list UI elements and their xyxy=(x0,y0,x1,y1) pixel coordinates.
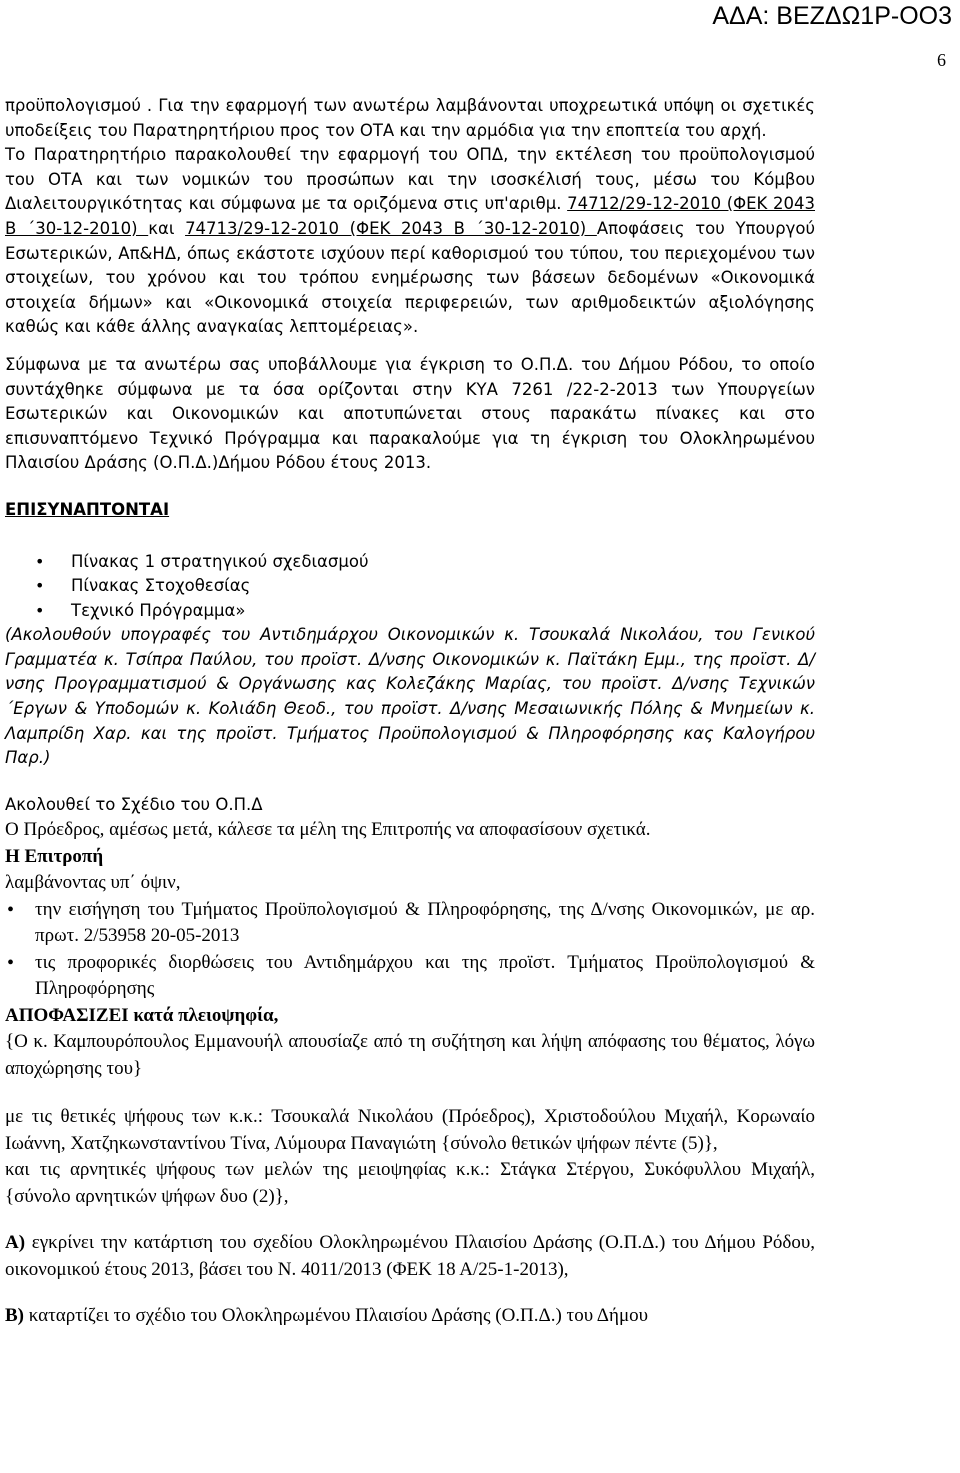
list-item: • τις προφορικές διορθώσεις του Αντιδημάρχου και της προϊστ. Τμήματος Προϋπολογισμού & Πληροφόρησης xyxy=(5,950,815,1003)
introduction-section xyxy=(5,94,815,817)
list-item: • Πίνακας 1 στρατηγικού σχεδιασμού xyxy=(5,550,815,575)
attachments-list xyxy=(5,550,815,624)
list-item: • Τεχνικό Πρόγραμμα» xyxy=(5,599,815,624)
decision-a-label: Α) xyxy=(5,1232,26,1254)
document-body xyxy=(5,94,815,1330)
decision-section xyxy=(5,817,815,1330)
decision-link-74712[interactable]: 74712/29-12-2010 (ΦΕΚ 2043 Β ΄30-12-2010) xyxy=(5,194,816,238)
page-number: 6 xyxy=(937,50,946,70)
follows-draft: Ακολουθεί το Σχέδιο του Ο.Π.Δ xyxy=(5,794,263,814)
signatures-note: (Ακολουθούν υπογραφές του Αντιδημάρχου Οικονομικών κ. Τσουκαλά Νικολάου, του Γενικού Γραμματέα κ. Τσίπρα Παύλου, του προϊστ. Δ/νσης Οικονομικών κ. Παϊτάκη Εμμ., της προϊστ. Δ/νσης Προγραμματισμού & Οργάνωσης κας Κολεζάκης Μαρίας, του προϊστ. Δ/νσης Τεχνικών ΄Εργων & Υποδομών κ. Κολιάδη Θεοδ., του προϊστ. Δ/νσης Μεσαιωνικής Πόλης & Μνημείων κ. Λαμπρίδη Χαρ. και της προϊστ. Τμήματος Προϋπολογισμού & Πληροφόρησης κας Καλογήρου Παρ.) xyxy=(5,625,815,768)
chairman-statement: Ο Πρόεδρος, αμέσως μετά, κάλεσε τα μέλη της Επιτροπής να αποφασίσουν σχετικά. xyxy=(5,819,651,841)
observatory-text-3: Αποφάσεις του Υπουργού Εσωτερικών, Απ&ΗΔ, όπως εκάστοτε ισχύουν περί καθορισμού του τύπου, του περιεχομένου των στοιχείων, του χρόνου και του τρόπου ενημέρωσης των βάσεων δεδομένων «Οικονομικά στοιχεία δήμων» και «Οικονομικά στοιχεία περιφερειών, των αριθμοδεικτών αξιολόγησης καθώς και κάθε άλλης αναγκαίας λεπτομέρειας». xyxy=(5,218,815,337)
decision-a-text: εγκρίνει την κατάρτιση του σχεδίου Ολοκληρωμένου Πλαισίου Δράσης (Ο.Π.Δ.) του Δήμου Ρόδου, οικονομικού έτους 2013, βάσει του Ν. 4011/2013 (ΦΕΚ 18 Α/25-1-2013), xyxy=(5,1232,815,1280)
paragraph-submission: Σύμφωνα με τα ανωτέρω σας υποβάλλουμε για έγκριση το Ο.Π.Δ. του Δήμου Ρόδου, το οποίο συντάχθηκε σύμφωνα με τα όσα ορίζονται στην ΚΥΑ 7261 /22-2-2013 των Υπουργείων Εσωτερικών και Οικονομικών και αποτυπώνεται στους παρακάτω πίνακες και στο επισυναπτόμενο Τεχνικό Πρόγραμμα και παρακαλούμε για τη έγκριση του Ολοκληρωμένου Πλαισίου Δράσης (Ο.Π.Δ.)Δήμου Ρόδου έτους 2013. xyxy=(5,354,815,473)
observatory-text-1: Το Παρατηρητήριο παρακολουθεί την εφαρμογή του ΟΠΔ, την εκτέλεση του προϋπολογισμού του ΟΤΑ και των νομικών του προσώπων και την ισοσκέλισή τους, μέσω του Κόμβου Διαλειτουργικότητας και σύμφωνα με τα οριζόμενα στις υπ'αριθμ. xyxy=(5,145,815,214)
decision-b-text: καταρτίζει το σχέδιο του Ολοκληρωμένου Πλαισίου Δράσης (Ο.Π.Δ.) του Δήμου xyxy=(24,1305,649,1327)
observatory-text-2: και xyxy=(148,218,186,238)
paragraph-observatory xyxy=(5,143,815,340)
committee-heading: Η Επιτροπή xyxy=(5,845,104,867)
list-item: • Πίνακας Στοχοθεσίας xyxy=(5,574,815,599)
absence-note: {Ο κ. Καμπουρόπουλος Εμμανουήλ απουσίαζε από τη συζήτηση και λήψη απόφασης του θέματος, λόγω αποχώρησης του} xyxy=(5,1031,815,1079)
considerations-list xyxy=(5,897,815,1003)
attached-heading: ΕΠΙΣΥΝΑΠΤΟΝΤΑΙ xyxy=(5,499,170,519)
list-item: • την εισήγηση του Τμήματος Προϋπολογισμού & Πληροφόρησης, της Δ/νσης Οικονομικών, με αρ. πρωτ. 2/53958 20-05-2013 xyxy=(5,897,815,950)
votes-against: και τις αρνητικές ψήφους των μελών της μειοψηφίας κ.κ.: Στάγκα Στέργου, Συκόφυλλου Μιχαήλ, {σύνολο αρνητικών ψήφων δυο (2)}, xyxy=(5,1159,815,1207)
votes-for: με τις θετικές ψήφους των κ.κ.: Τσουκαλά Νικολάου (Πρόεδρος), Χριστοδούλου Μιχαήλ, Κορωναίο Ιωάννη, Χατζηκωνσταντίνου Τίνα, Λύμουρα Παναγιώτη {σύνολο θετικών ψήφων πέντε (5)}, xyxy=(5,1106,815,1154)
decision-link-74713[interactable]: 74713/29-12-2010 (ΦΕΚ 2043 Β ΄30-12-2010) xyxy=(185,218,597,238)
decision-a xyxy=(5,1230,815,1283)
considering-line: λαμβάνοντας υπ΄ όψιν, xyxy=(5,872,181,894)
decides-heading: ΑΠΟΦΑΣΙΖΕΙ κατά πλειοψηφία, xyxy=(5,1004,279,1026)
decision-b-label: Β) xyxy=(5,1305,24,1327)
paragraph-budget: προϋπολογισμού . Για την εφαρμογή των ανωτέρω λαμβάνονται υποχρεωτικά υπόψη οι σχετικές υποδείξεις του Παρατηρητήριου προς τον ΟΤΑ και την αρμόδια για την εποπτεία του αρχή. xyxy=(5,96,815,140)
decision-b xyxy=(5,1303,815,1330)
ada-code: ΑΔΑ: ΒΕΖΔΩ1Ρ-ΟΟ3 xyxy=(712,2,952,30)
